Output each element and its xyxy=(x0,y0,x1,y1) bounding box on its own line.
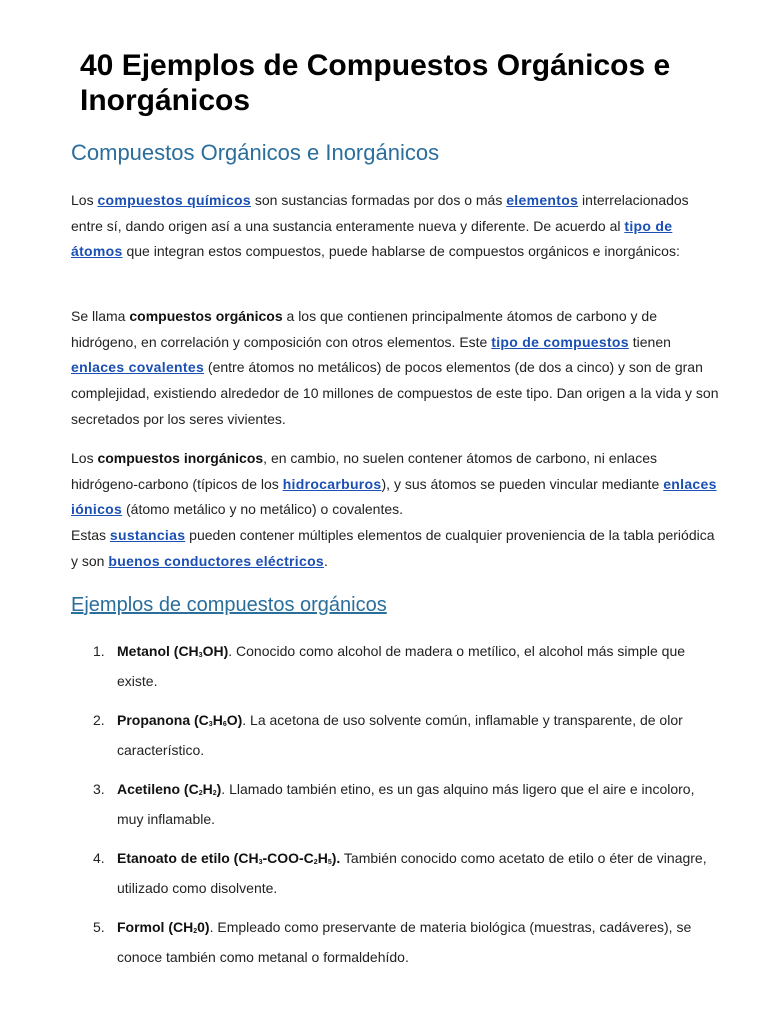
link-buenos-conductores[interactable]: buenos conductores eléctricos xyxy=(108,552,325,569)
compound-name: Acetileno (C2H2) xyxy=(117,781,222,797)
compound-name: Metanol (CH3OH) xyxy=(117,643,229,659)
link-tipo-de-atomos[interactable]: tipo de átomos xyxy=(71,217,673,260)
compound-name: Propanona (C3H6O) xyxy=(117,712,243,728)
compound-description: . Conocido como alcohol de madera o metílico, el alcohol más simple que existe. xyxy=(117,643,686,689)
paragraph-inorganicos: Los compuestos inorgánicos, en cambio, no suelen contener átomos de carbono, ni enlaces hidrógeno-carbono (típicos de los hidrocarburos), y sus átomos se pueden vincular mediante enlaces iónicos (átomo metálico y no metálico) o covalentes. Estas sustancias pueden contener múltiples elementos de cualquier proveniencia de la tabla periódica y son buenos conductores eléctricos. xyxy=(71,450,717,569)
paragraph-organicos: Se llama compuestos orgánicos a los que contienen principalmente átomos de carbono y de hidrógeno, en correlación y composición con otros elementos. Este tipo de compuestos tienen enlaces covalentes (entre átomos no metálicos) de pocos elementos (de dos a cinco) y son de gran complejidad, existiendo alrededor de 10 millones de compuestos de este tipo. Dan origen a la vida y son secretados por los seres vivientes. xyxy=(71,308,719,427)
link-enlaces-covalentes[interactable]: enlaces covalentes xyxy=(71,359,205,376)
section-heading-ejemplos-organicos: Ejemplos de compuestos orgánicos xyxy=(71,594,387,616)
compound-name: Etanoato de etilo (CH3-COO-C2H5). xyxy=(117,850,341,866)
bold-compuestos-inorganicos: compuestos inorgánicos xyxy=(97,450,264,466)
link-elementos[interactable]: elementos xyxy=(506,192,579,208)
link-compuestos-quimicos[interactable]: compuestos químicos xyxy=(97,192,251,208)
link-sustancias[interactable]: sustancias xyxy=(109,527,186,544)
link-enlaces-ionicos[interactable]: enlaces iónicos xyxy=(71,475,717,518)
compound-name: Formol (CH20) xyxy=(117,919,210,935)
compound-description: . Llamado también etino, es un gas alquino más ligero que el aire e incoloro, muy inflamable. xyxy=(117,781,695,827)
paragraph-intro: Los compuestos químicos son sustancias formadas por dos o más elementos interrelacionados entre sí, dando origen así a una sustancia enteramente nueva y diferente. De acuerdo al tipo de átomos que integran estos compuestos, puede hablarse de compuestos orgánicos e inorgánicos: xyxy=(71,192,689,260)
compound-description: . La acetona de uso solvente común, inflamable y transparente, de olor característico. xyxy=(117,712,683,758)
document-page: 40 Ejemplos de Compuestos Orgánicos e Inorgánicos Compuestos Orgánicos e Inorgánicos Los compuestos químicos son sustancias formadas por dos o más elementos interrelacionados entre sí, dando origen así a una sustancia enteramente nueva y diferente. De acuerdo al tipo de átomos que integran estos compuestos, puede hablarse de compuestos orgánicos e inorgánicos: Se llama compuestos orgánicos a los que contienen principalmente átomos de carbono y de hidrógeno, en correlación y composición con otros elementos. Este tipo de compuestos tienen enlaces covalentes (entre átomos no metálicos) de pocos elementos (de dos a cinco) y son de gran complejidad, existiendo alrededor de 10 millones de compuestos de este tipo. Dan origen a la vida y son secretados por los seres vivientes. Los compuestos inorgánicos, en cambio, no suelen contener átomos de carbono, ni enlaces hidrógeno-carbono (típicos de los hidrocarburos), y sus átomos se pueden vincular mediante enlaces iónicos (átomo metálico y no metálico) o covalentes. Estas sustancias pueden contener múltiples elementos de cualquier proveniencia de la tabla periódica y son buenos conductores eléctricos. Ejemplos de compuestos orgánicos 1. Metanol (CH3OH). Conocido como alcohol de madera o metílico, el alcohol más simple que existe. 2. Propanona (C3H6O). La acetona de uso solvente común, inflamable y transparente, de olor característico. 3. Acetileno (C2H2). Llamado también etino, es un gas alquino más ligero que el aire e incoloro, muy inflamable. 4. Etanoato de etilo (CH3-COO-C2H5). También conocido como acetato de etilo o éter de vinagre, utilizado como disolvente. 5. Formol (CH20). Empleado como preservante de materia biológica (muestras, cadáveres), se conoce también como metanal o formaldehído. xyxy=(0,0,768,1024)
compound-description: También conocido como acetato de etilo o éter de vinagre, utilizado como disolvente. xyxy=(117,850,707,896)
bold-compuestos-organicos: compuestos orgánicos xyxy=(129,308,283,324)
section-heading-compuestos: Compuestos Orgánicos e Inorgánicos xyxy=(71,140,440,165)
link-hidrocarburos[interactable]: hidrocarburos xyxy=(282,475,382,492)
compound-description: . Empleado como preservante de materia biológica (muestras, cadáveres), se conoce también como metanal o formaldehído. xyxy=(117,919,692,965)
document-title: 40 Ejemplos de Compuestos Orgánicos e Inorgánicos xyxy=(80,49,671,117)
link-tipo-de-compuestos[interactable]: tipo de compuestos xyxy=(491,333,629,350)
